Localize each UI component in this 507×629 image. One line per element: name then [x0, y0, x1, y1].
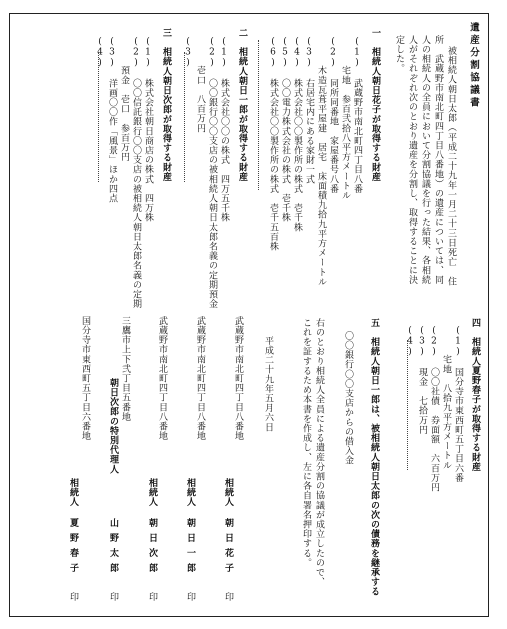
- signature-1-seal: 印: [223, 592, 233, 602]
- document-date: 平成二十九年五月六日: [263, 336, 273, 432]
- section1-item-3: (3) 右居宅内にある家財一式: [304, 37, 314, 184]
- section4-heading: 四 相続人夏野春子が取得する財産: [470, 318, 480, 472]
- section3-item-2: (2) 〇〇信託銀行〇〇支店の被相続人朝日太郎名義の定期: [131, 37, 141, 309]
- intro-line-4: 人がそれぞれ次のとおり遺産を分割し、取得することに決: [407, 35, 417, 285]
- section4-item-1-detail: 宅地 八拾九平方メートル: [441, 326, 451, 470]
- document-title: 遺産分割協議書: [468, 22, 479, 110]
- section1-item-5: (5) 〇〇電力株式会社の株式 壱千株: [280, 37, 290, 223]
- section1-dotted-rule: [258, 40, 259, 190]
- section2-heading: 二 相続人朝日一郎が取得する財産: [237, 28, 247, 182]
- section3-item-2-detail: 預金 壱口 参百万円: [119, 37, 129, 162]
- signature-2-address: 武蔵野市南北町四丁目八番地: [195, 316, 205, 441]
- signature-5-role: 相続人: [68, 478, 78, 507]
- intro-line-5: 定した。: [394, 35, 404, 74]
- section5-heading: 五 相続人朝日一郎は、被相続人朝日太郎の次の債務を継承する: [369, 318, 379, 597]
- signature-2-seal: 印: [185, 592, 195, 602]
- closing-line-2: これを証するため本書を作成し、左に各自署名押印する。: [301, 318, 311, 568]
- section3-item-3: (3) 洋画〇〇作「風景」ほか四点: [107, 37, 117, 204]
- closing-line-1: 右のとおり相続人全員による遺産分割の協議が成立したので、: [314, 318, 324, 587]
- section3-dotted-rule: [98, 52, 99, 182]
- signature-1-address: 武蔵野市南北町四丁目八番地: [233, 316, 243, 441]
- section2-item-1: (1) 株式会社〇〇の株式 四万五千株: [219, 37, 229, 223]
- section2-item-2-detail: 壱口 八百万円: [195, 37, 205, 133]
- section5-item-1: 〇〇銀行〇〇支店からの借入金: [343, 331, 353, 466]
- section4-item-1: (1) 国分寺市東西町五丁目六番: [453, 326, 463, 483]
- section3-heading: 三 相続人朝日次郎が取得する財産: [161, 28, 171, 182]
- section1-item-1: (1) 武蔵野市南北町四丁目八番: [352, 37, 362, 194]
- section1-item-2: (2) 同所同番地 家屋番号八番: [328, 37, 338, 194]
- intro-line-1: 被相続人朝日太郎（平成二十九年一月二十三日死亡 住: [446, 46, 456, 286]
- section3-item-4: (4): [95, 37, 105, 69]
- section1-item-4: (4) 株式会社〇〇製作所の株式 壱千株: [292, 37, 302, 232]
- section2-item-3: (3): [183, 37, 193, 69]
- section4-item-2: (2) 〇〇社債 券面額 六百万円: [429, 326, 439, 493]
- section2-dotted-rule: [184, 52, 185, 182]
- intro-line-2: 所 武蔵野市南北町四丁目八番地）の遺産については、同: [433, 35, 443, 285]
- section1-item-6: (6) 株式会社〇〇製作所の株式 壱千五百株: [268, 37, 278, 252]
- signature-3-seal: 印: [147, 592, 157, 602]
- signature-1-role: 相続人: [223, 478, 233, 507]
- intro-line-3: 人の相続人の全員において分割協議を行った結果、各相続: [420, 35, 430, 285]
- document-frame: [9, 13, 489, 617]
- section1-item-2-detail: 木造瓦葺平屋建 居宅 床面積九拾九平方メートル: [316, 37, 326, 287]
- signature-3-role: 相続人: [147, 478, 157, 507]
- section2-item-2: (2) 〇〇銀行〇〇支店の被相続人朝日太郎名義の定期預金: [207, 37, 217, 309]
- section1-heading: 一 相続人朝日花子が取得する財産: [370, 28, 380, 182]
- signature-1-name: 朝日花子: [223, 518, 233, 578]
- signature-5-name: 夏野春子: [68, 518, 78, 578]
- signature-4-name: 山野太郎: [108, 518, 118, 578]
- section4-item-3: (3) 現金 七拾万円: [417, 326, 427, 435]
- signature-4-address: 三鷹市上下弐丁目五番地: [120, 316, 130, 422]
- signature-2-role: 相続人: [185, 478, 195, 507]
- section4-dotted-rule: [407, 340, 408, 470]
- signature-2-name: 朝日一郎: [185, 518, 195, 578]
- signature-4-seal: 印: [108, 592, 118, 602]
- section1-item-1-detail: 宅地 参百弐拾八平方メートル: [340, 37, 350, 201]
- signature-3-name: 朝日次郎: [147, 518, 157, 578]
- signature-4-agent-label: 朝日次郎の特別代理人: [108, 378, 118, 474]
- section4-item-4: (4): [405, 326, 415, 358]
- signature-5-seal: 印: [68, 592, 78, 602]
- signature-5-address: 国分寺市東西町五丁目六番地: [80, 316, 90, 441]
- section3-item-1: (1) 株式会社朝日商店の株式 四万株: [143, 37, 153, 223]
- signature-3-address: 武蔵野市南北町四丁目八番地: [157, 316, 167, 441]
